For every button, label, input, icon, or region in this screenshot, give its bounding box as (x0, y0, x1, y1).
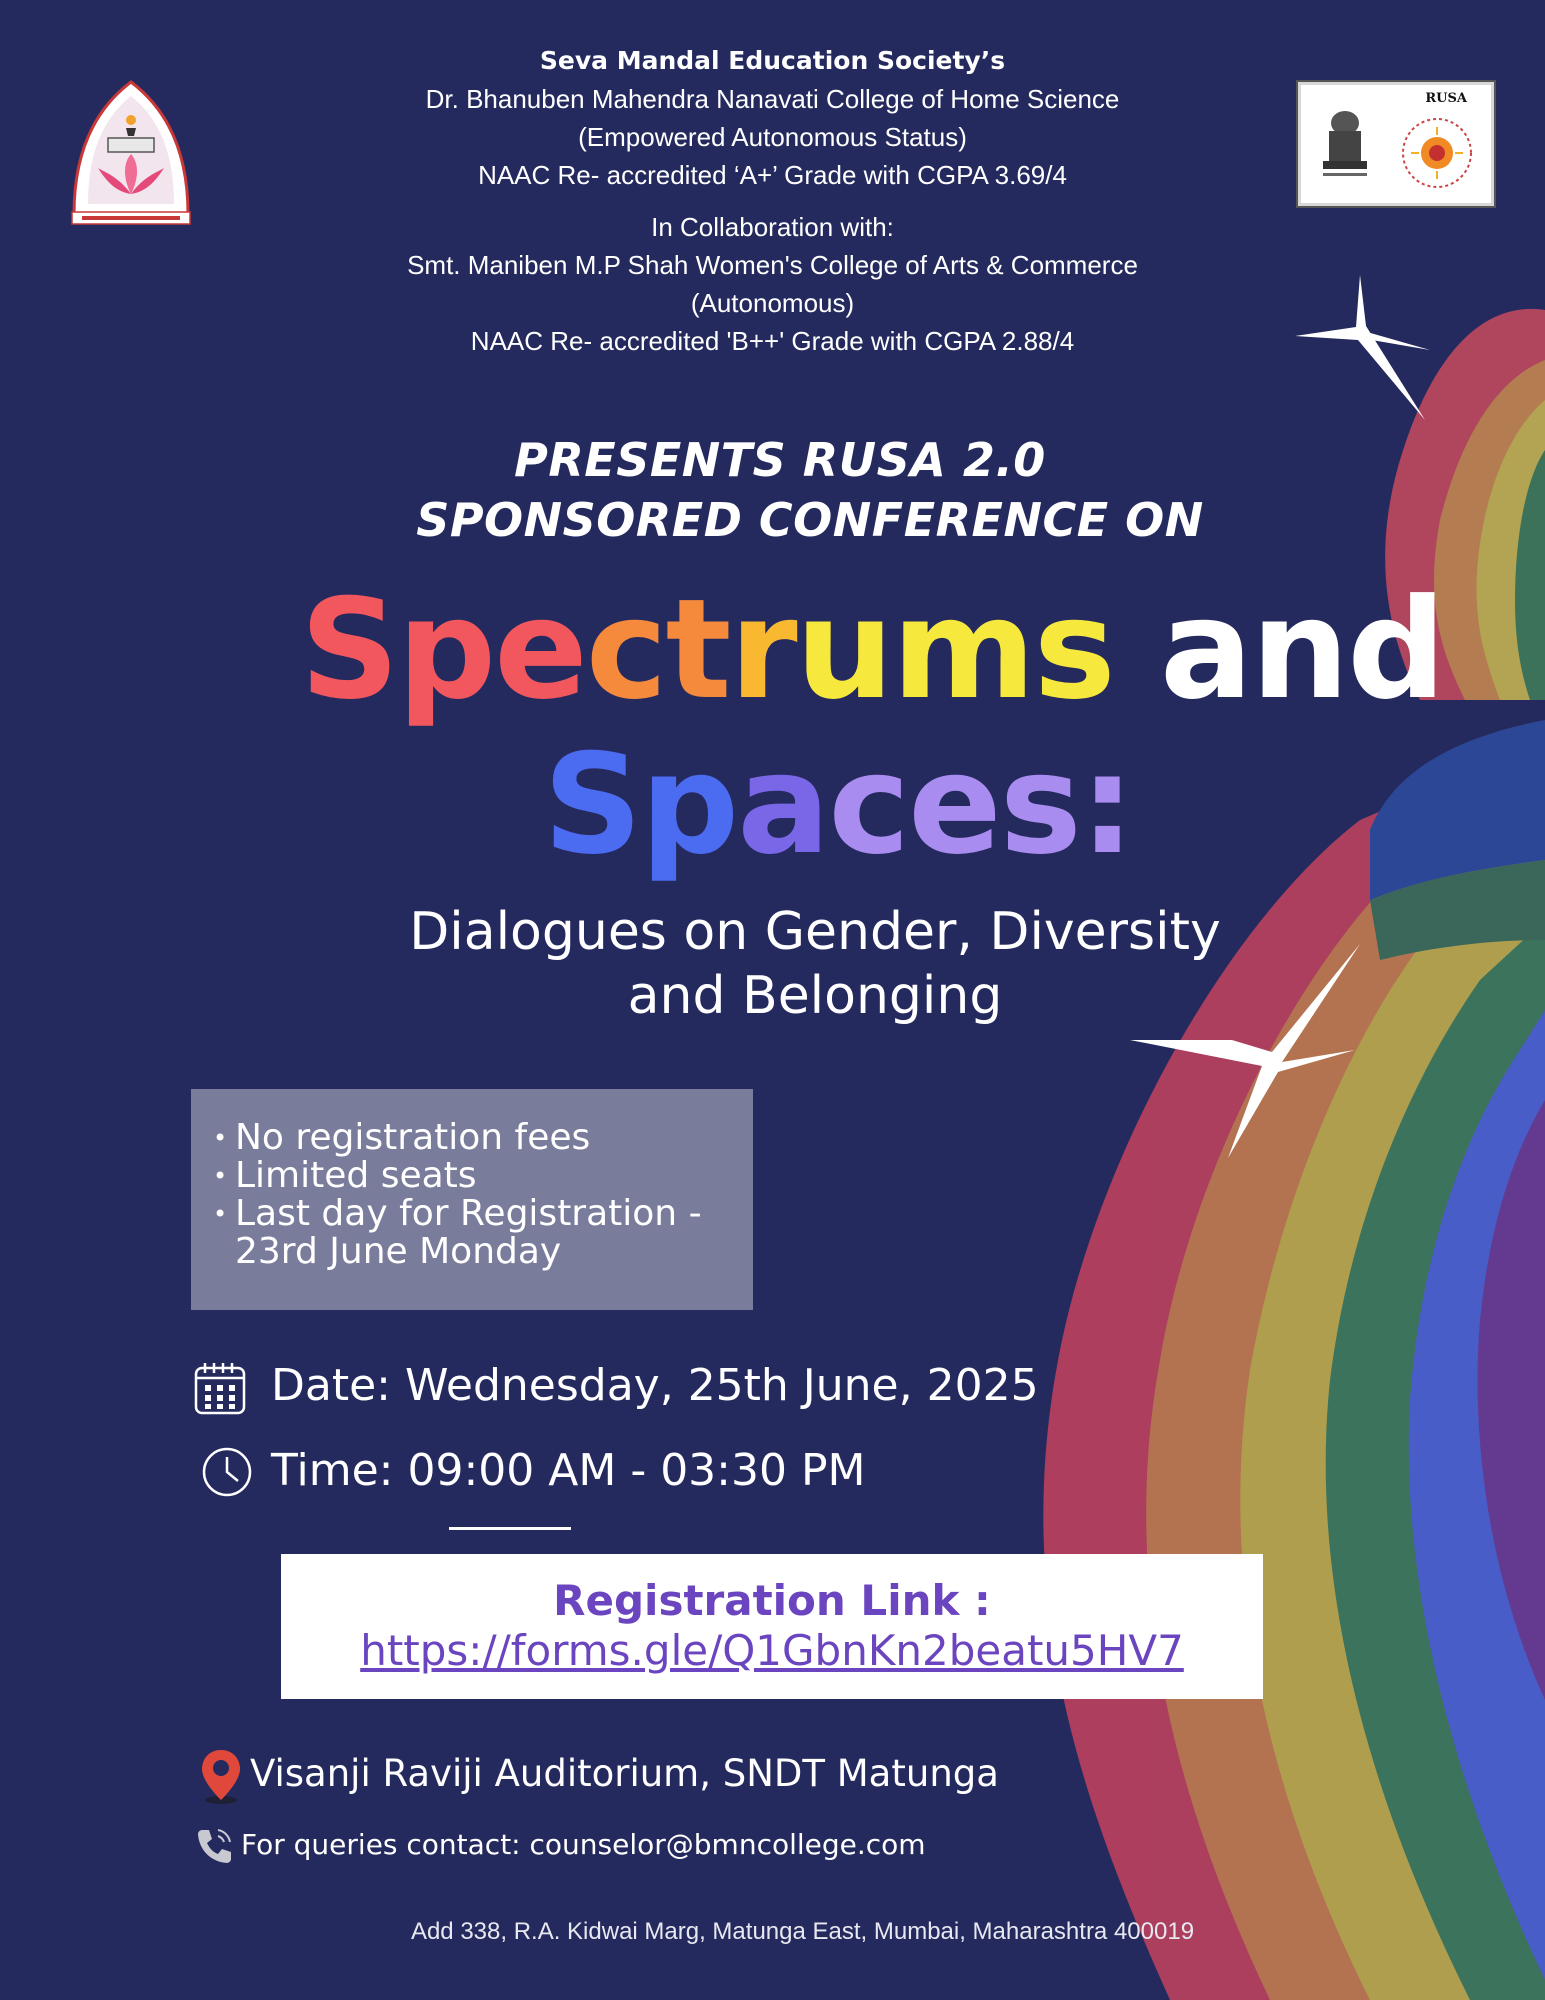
collab-naac: NAAC Re- accredited 'B++' Grade with CGPA 2.88/4 (470, 326, 1075, 356)
title-part-and: and (1159, 569, 1445, 730)
info-item: • Limited seats (213, 1155, 477, 1196)
info-item: • No registration fees (213, 1117, 591, 1158)
info-item-text: Last day for Registration - (235, 1193, 702, 1234)
title-line1 (300, 569, 1445, 730)
info-item-cont (213, 1233, 753, 1271)
title-line2 (543, 724, 1134, 885)
info-box (191, 1089, 753, 1310)
title-part-a: a (737, 724, 829, 885)
presents-line1: PRESENTS RUSA 2.0 (514, 433, 1046, 487)
info-item-text: No registration fees (235, 1117, 591, 1158)
event-time: Time: 09:00 AM - 03:30 PM (271, 1445, 866, 1496)
society-name: Seva Mandal Education Society’s (539, 46, 1006, 75)
info-item: • Last day for Registration - (213, 1193, 702, 1234)
subtitle (320, 900, 1310, 1028)
registration-box (281, 1554, 1263, 1699)
title-part-ces: ces: (828, 724, 1134, 885)
presents-heading (330, 430, 1290, 550)
title-part-ct: ct (585, 569, 730, 730)
info-item-text: Limited seats (235, 1155, 477, 1196)
presents-line2: SPONSORED CONFERENCE ON (416, 493, 1204, 547)
phone-icon (194, 1826, 234, 1866)
collab-status: (Autonomous) (690, 288, 855, 318)
title-part-ums: ums (795, 569, 1114, 730)
venue: Visanji Raviji Auditorium, SNDT Matunga (250, 1752, 999, 1795)
rusa-logo (1298, 82, 1494, 206)
title-part-sp: Sp (543, 724, 738, 885)
collab-label: In Collaboration with: (651, 212, 894, 242)
college-name: Dr. Bhanuben Mahendra Nanavati College of Home Science (425, 84, 1120, 114)
rusa-sun-icon (1397, 113, 1477, 193)
college-logo (68, 76, 194, 226)
title-part-spe: Spe (300, 569, 586, 730)
address: Add 338, R.A. Kidwai Marg, Matunga East, Mumbai, Maharashtra 400019 (410, 1918, 1195, 1945)
contact: For queries contact: counselor@bmncollege.com (241, 1828, 926, 1861)
clock-icon (200, 1445, 254, 1499)
registration-label: Registration Link : (553, 1576, 991, 1625)
title-part-r: r (729, 569, 796, 730)
college-status: (Empowered Autonomous Status) (578, 122, 967, 152)
subtitle-line2: and Belonging (627, 966, 1003, 1026)
college-naac: NAAC Re- accredited ‘A+’ Grade with CGPA 3.69/4 (478, 160, 1067, 190)
header-block (300, 42, 1245, 360)
national-emblem-icon (1315, 101, 1375, 191)
collab-college: Smt. Maniben M.P Shah Women's College of Arts & Commerce (407, 250, 1138, 280)
location-pin-icon (198, 1748, 244, 1806)
rusa-label: RUSA (1425, 91, 1467, 106)
event-date: Date: Wednesday, 25th June, 2025 (271, 1360, 1039, 1411)
registration-link[interactable]: https://forms.gle/Q1GbnKn2beatu5HV7 (360, 1626, 1184, 1675)
calendar-icon (193, 1360, 247, 1416)
divider (449, 1527, 571, 1530)
subtitle-line1: Dialogues on Gender, Diversity (409, 902, 1221, 962)
info-item-text: 23rd June Monday (235, 1231, 562, 1272)
